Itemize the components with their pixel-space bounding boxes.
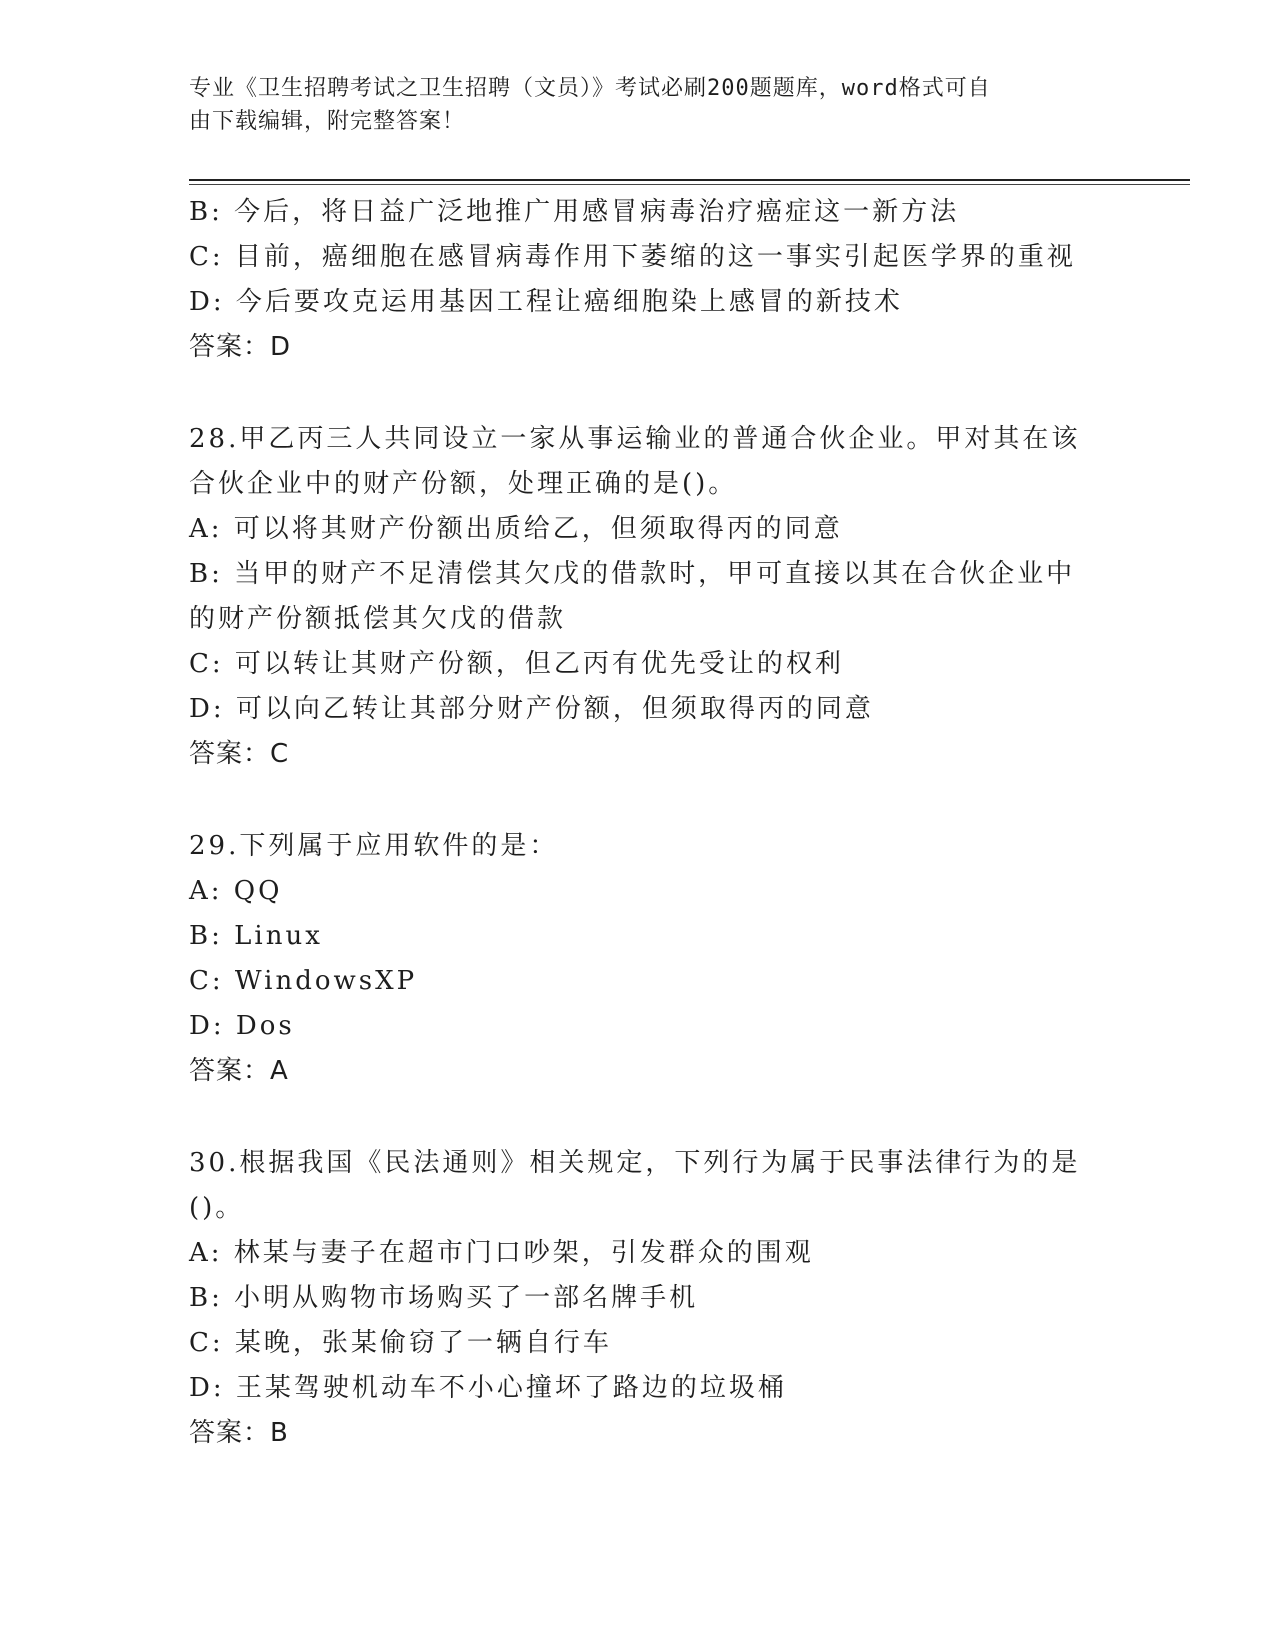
q29-answer: 答案：A: [189, 1056, 289, 1086]
q29-option-a: A: QQ: [189, 876, 283, 906]
q30-option-c: C: 某晚，张某偷窃了一辆自行车: [189, 1328, 612, 1358]
q29-stem: 29.下列属于应用软件的是：: [189, 831, 559, 861]
q27-option-b: B: 今后，将日益广泛地推广用感冒病毒治疗癌症这一新方法: [189, 197, 960, 227]
q28-option-b-line-1: B: 当甲的财产不足清偿其欠戊的借款时，甲可直接以其在合伙企业中: [189, 559, 1076, 589]
q30-stem-line-1: 30.根据我国《民法通则》相关规定，下列行为属于民事法律行为的是: [189, 1148, 1081, 1178]
header-rule-thin: [189, 184, 1190, 185]
q30-option-b: B: 小明从购物市场购买了一部名牌手机: [189, 1283, 699, 1313]
spacer: [189, 777, 1089, 824]
q28-stem-line-1: 28.甲乙丙三人共同设立一家从事运输业的普通合伙企业。甲对其在该: [189, 424, 1081, 454]
q28-option-d: D: 可以向乙转让其部分财产份额，但须取得丙的同意: [189, 694, 874, 724]
question-29: [189, 824, 1089, 1094]
header-line-1: 专业《卫生招聘考试之卫生招聘（文员）》考试必刷200题题库，word格式可自: [189, 76, 991, 101]
q29-option-d: D: Dos: [189, 1011, 295, 1041]
question-list: [189, 190, 1089, 1456]
header-line-2: 由下载编辑，附完整答案！: [189, 109, 466, 134]
header-rule-thick: [189, 179, 1190, 181]
q29-option-b: B: Linux: [189, 921, 323, 951]
document-header: [189, 72, 1069, 138]
q30-option-d: D: 王某驾驶机动车不小心撞坏了路边的垃圾桶: [189, 1373, 787, 1403]
q28-option-c: C: 可以转让其财产份额，但乙丙有优先受让的权利: [189, 649, 844, 679]
q28-option-a: A: 可以将其财产份额出质给乙，但须取得丙的同意: [189, 514, 843, 544]
q27-option-d: D: 今后要攻克运用基因工程让癌细胞染上感冒的新技术: [189, 287, 903, 317]
question-30: [189, 1141, 1089, 1456]
question-27: [189, 190, 1089, 370]
spacer: [189, 370, 1089, 417]
q27-option-c: C: 目前，癌细胞在感冒病毒作用下萎缩的这一事实引起医学界的重视: [189, 242, 1076, 272]
q30-option-a: A: 林某与妻子在超市门口吵架，引发群众的围观: [189, 1238, 814, 1268]
q28-stem-line-2: 合伙企业中的财产份额，处理正确的是()。: [189, 469, 738, 499]
question-28: [189, 417, 1089, 777]
q30-stem-line-2: ()。: [189, 1193, 245, 1223]
spacer: [189, 1094, 1089, 1141]
q28-option-b-line-2: 的财产份额抵偿其欠戊的借款: [189, 604, 567, 634]
q28-answer: 答案：C: [189, 739, 290, 769]
q27-answer: 答案：D: [189, 332, 292, 362]
q30-answer: 答案：B: [189, 1418, 289, 1448]
q29-option-c: C: WindowsXP: [189, 966, 418, 996]
